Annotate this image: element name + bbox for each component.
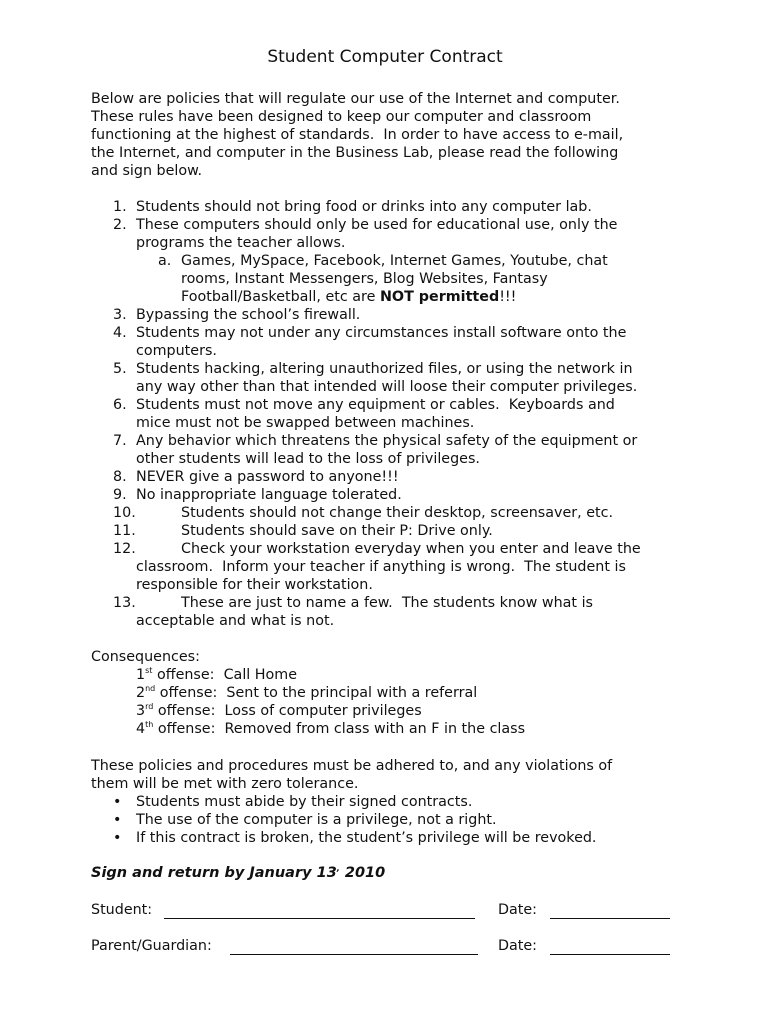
parent-label: Parent/Guardian: (91, 938, 212, 954)
not-permitted-emphasis: NOT permitted (379, 289, 500, 305)
rule-item (91, 504, 701, 522)
date-label: Date: (498, 902, 537, 918)
closing-line: them will be met with zero tolerance. (91, 776, 359, 792)
rule-item (91, 396, 701, 432)
page-title: Student Computer Contract (267, 47, 503, 67)
rule-number: 13. (113, 595, 136, 611)
rule-text: No inappropriate language tolerated. (136, 487, 402, 503)
bullet-dot-icon: • (113, 830, 122, 846)
rule-text: Students should not bring food or drinks into any computer lab. (136, 199, 592, 215)
rule-text: classroom. Inform your teacher if anything is wrong. The student is (136, 559, 626, 575)
sign-return-text: Sign and return by January 13 (91, 865, 337, 881)
consequences-section (91, 648, 525, 738)
intro-line: These rules have been designed to keep our computer and classroom (91, 109, 592, 125)
rule-item (91, 198, 701, 216)
bullet-text: The use of the computer is a privilege, not a right. (136, 812, 497, 828)
rule-text: Students should not change their desktop, screensaver, etc. (181, 505, 614, 521)
sub-rule-item (91, 252, 701, 306)
student-signature-field[interactable] (164, 904, 475, 919)
rule-text: any way other than that intended will loose their computer privileges. (136, 379, 638, 395)
parent-signature-field[interactable] (230, 940, 478, 955)
sub-rule-text-post: !!! (499, 289, 517, 305)
rule-item (91, 216, 701, 252)
offense-number: 2 (136, 685, 146, 701)
offense-text: offense: Removed from class with an F in the class (153, 721, 526, 737)
rule-text: Bypassing the school’s firewall. (136, 307, 361, 323)
rule-text: These computers should only be used for educational use, only the (136, 217, 618, 233)
consequence-item (91, 684, 525, 702)
rule-number: 5. (113, 361, 127, 377)
date-label: Date: (498, 938, 537, 954)
parent-date-field[interactable] (550, 940, 670, 955)
rule-item (91, 594, 701, 630)
consequences-heading: Consequences: (91, 649, 200, 665)
ordinal-suffix: nd (145, 684, 156, 693)
offense-text: offense: Loss of computer privileges (153, 703, 422, 719)
student-date-field[interactable] (550, 904, 670, 919)
sub-rule-text (181, 288, 701, 306)
bullet-dot-icon: • (113, 794, 122, 810)
rule-item (91, 306, 701, 324)
rule-text: Any behavior which threatens the physical safety of the equipment or (136, 433, 638, 449)
intro-line: the Internet, and computer in the Business Lab, please read the following (91, 145, 619, 161)
offense-text: offense: Sent to the principal with a referral (155, 685, 478, 701)
intro-paragraph (91, 90, 691, 180)
rule-text: responsible for their workstation. (136, 577, 373, 593)
rule-text: mice must not be swapped between machines. (136, 415, 475, 431)
student-label: Student: (91, 902, 153, 918)
offense-number: 1 (136, 667, 146, 683)
rule-text: acceptable and what is not. (136, 613, 335, 629)
offense-number: 4 (136, 721, 146, 737)
rule-text: These are just to name a few. The students know what is (181, 595, 594, 611)
parent-signature-row (91, 937, 691, 957)
rule-item (91, 540, 701, 594)
rule-text: Students hacking, altering unauthorized files, or using the network in (136, 361, 633, 377)
offense-text: offense: Call Home (152, 667, 298, 683)
rule-item (91, 522, 701, 540)
consequence-item (91, 702, 525, 720)
rule-item (91, 324, 701, 360)
rule-item (91, 468, 701, 486)
sign-return-year: 2010 (339, 865, 386, 881)
rule-number: 12. (113, 541, 136, 557)
bullet-item (91, 793, 596, 811)
intro-line: Below are policies that will regulate our use of the Internet and computer. (91, 91, 620, 107)
rule-number: 1. (113, 199, 127, 215)
rule-text: Students must not move any equipment or cables. Keyboards and (136, 397, 615, 413)
rule-text: Students should save on their P: Drive only. (181, 523, 493, 539)
sub-rule-letter: a. (158, 253, 172, 269)
ordinal-suffix: st (145, 666, 153, 675)
ordinal-suffix: th (145, 720, 154, 729)
rule-number: 10. (113, 505, 136, 521)
sign-return-deadline (91, 864, 385, 882)
rule-number: 8. (113, 469, 127, 485)
bullet-list (91, 793, 596, 847)
rule-text: programs the teacher allows. (136, 235, 346, 251)
rule-number: 9. (113, 487, 127, 503)
bullet-text: If this contract is broken, the student’s privilege will be revoked. (136, 830, 597, 846)
rule-item (91, 432, 701, 468)
rule-text: Check your workstation everyday when you enter and leave the (181, 541, 641, 557)
closing-line: These policies and procedures must be adhered to, and any violations of (91, 758, 613, 774)
offense-number: 3 (136, 703, 146, 719)
bullet-item (91, 811, 596, 829)
sub-rule-text: rooms, Instant Messengers, Blog Websites, Fantasy (181, 271, 548, 287)
closing-paragraph (91, 757, 691, 793)
rule-number: 6. (113, 397, 127, 413)
rule-text: computers. (136, 343, 217, 359)
sub-rule-text-pre: Football/Basketball, etc are (181, 289, 380, 305)
rule-text: Students may not under any circumstances install software onto the (136, 325, 627, 341)
consequence-item (91, 666, 525, 684)
rule-number: 3. (113, 307, 127, 323)
ordinal-suffix: rd (145, 702, 154, 711)
bullet-text: Students must abide by their signed contracts. (136, 794, 473, 810)
rule-text: other students will lead to the loss of privileges. (136, 451, 480, 467)
bullet-dot-icon: • (113, 812, 122, 828)
rule-number: 4. (113, 325, 127, 341)
intro-line: and sign below. (91, 163, 203, 179)
rule-number: 2. (113, 217, 127, 233)
sign-return-sup: , (336, 864, 340, 873)
student-signature-row (91, 901, 691, 921)
sub-rule-text: Games, MySpace, Facebook, Internet Games, Youtube, chat (181, 253, 608, 269)
rule-item (91, 486, 701, 504)
rule-number: 11. (113, 523, 136, 539)
rule-text: NEVER give a password to anyone!!! (136, 469, 399, 485)
bullet-item (91, 829, 596, 847)
intro-line: functioning at the highest of standards. In order to have access to e-mail, (91, 127, 624, 143)
consequence-item (91, 720, 525, 738)
rule-number: 7. (113, 433, 127, 449)
rule-item (91, 360, 701, 396)
rules-list (91, 198, 701, 630)
